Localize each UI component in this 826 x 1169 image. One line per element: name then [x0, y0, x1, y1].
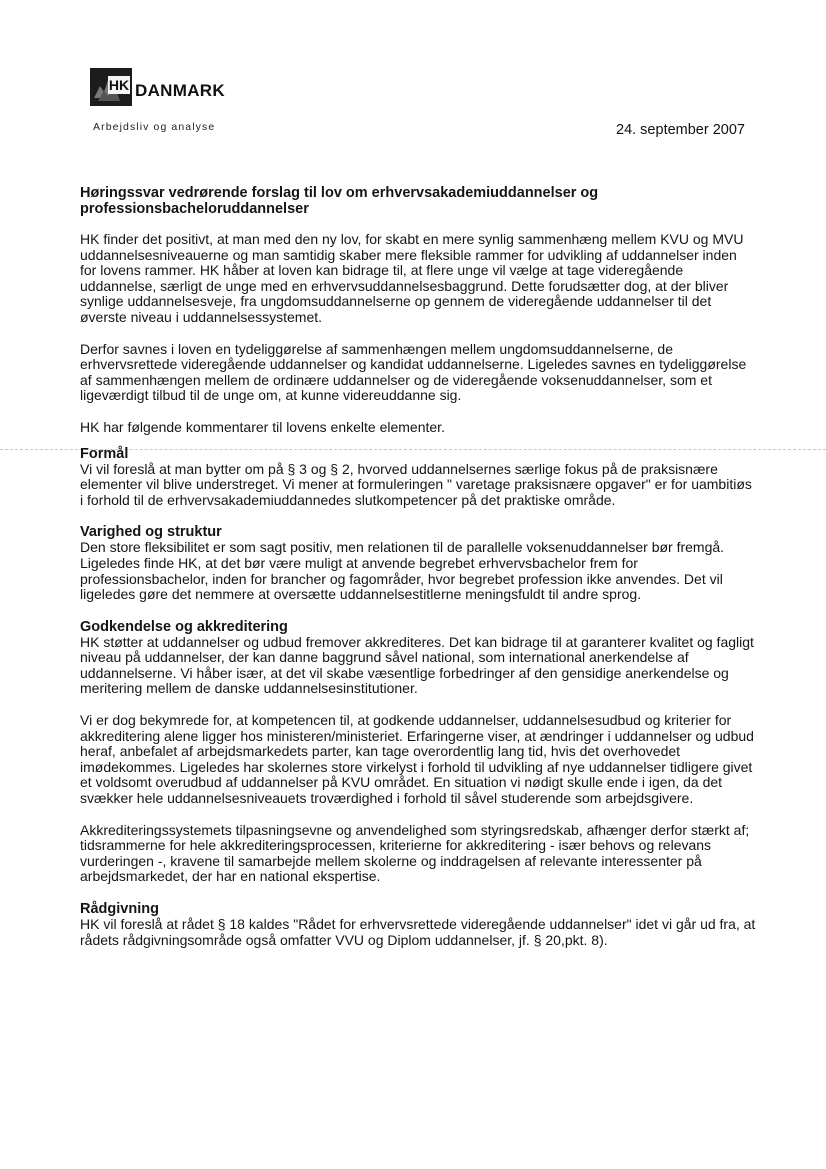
section-paragraph: Akkrediteringssystemets tilpasningsevne og anvendelighed som styringsredskab, afhænger derfor stærkt af; tidsrammerne for hele akkrediteringsprocessen, kriterierne for akkreditering - især behovs og relevans vurderingen -, kravene til samarbejde mellem skolerne og inddragelsen af relevante interessenter på arbejdsmarkedet, der har en national ekspertise.	[80, 821, 750, 885]
svg-text:HK: HK	[108, 77, 130, 93]
department-subtitle: Arbejdsliv og analyse	[93, 121, 216, 133]
section-paragraph: Vi er dog bekymrede for, at kompetencen til, at godkende uddannelser, uddannelsesudbud og kriterier for akkreditering alene ligger hos ministeren/ministeriet. Erfaringerne viser, at ændringer i uddannelser og udbud heraf, anbefalet af arbejdsmarkedets parter, kan tage overordentlig lang tid, hvis det overhovedet imødekommes. Ligeledes har skolernes store virkelyst i forhold til udvikling af nye uddannelser tidligere givet et voldsomt overudbud af uddannelser på KVU området. En situation vi nødigt skulle ende i igen, da det svækker hele uddannelsesniveauets troværdighed i forhold til såvel studerende som arbejdsgivere.	[80, 712, 754, 807]
hk-logo-mark-icon	[90, 68, 132, 106]
section-paragraph: Den store fleksibilitet er som sagt positiv, men relationen til de parallelle voksenuddannelser bør fremgå. Ligeledes finde HK, at det bør være muligt at anvende begrebet erhvervsbachelor frem for professionsbachelor, inden for brancher og fagområder, hvor begrebet profession ikke anvendes. Det vil ligeledes gøre det nemmere at oversætte uddannelsestitlerne meningsfuldt til andre sprog.	[80, 539, 725, 603]
section-heading: Formål	[80, 445, 129, 462]
section-varighed	[80, 524, 756, 602]
hk-danmark-logo	[90, 68, 225, 106]
section-godkendelse	[80, 619, 756, 885]
section-paragraph: HK vil foreslå at rådet § 18 kaldes "Rådet for erhvervsrettede videregående uddannelser" idet vi går ud fra, at rådets rådgivningsområde også omfatter VVU og Diplom uddannelser, jf. § 20,pkt. 8).	[80, 916, 756, 948]
intro-paragraph: Derfor savnes i loven en tydeliggørelse af sammenhængen mellem ungdomsuddannelserne, de erhvervsrettede videregående uddannelser og kandidat uddannelserne. Ligeledes savnes en tydeliggørelse af sammenhængen mellem de ordinære uddannelser og de videregående voksenuddannelser, som et ligeværdigt tilbud til de unge om, at kunne videreuddanne sig.	[80, 340, 747, 404]
section-heading: Godkendelse og akkreditering	[80, 618, 288, 635]
section-paragraph: Vi vil foreslå at man bytter om på § 3 og § 2, hvorved uddannelsernes særlige fokus på de praksisnære elementer vil blive understreget. Vi mener at formuleringen " varetage praksisnære opgaver" er for uambitiøs i forhold til de erhvervsakademiuddannedes slutkompetencer på det praktiske område.	[80, 460, 752, 508]
document-title: Høringssvar vedrørende forslag til lov om erhvervsakademiuddannelser og professionsbacheloruddannelser	[80, 185, 599, 217]
section-formaal	[80, 446, 756, 509]
intro-paragraph: HK har følgende kommentarer til lovens enkelte elementer.	[80, 418, 445, 435]
document-date: 24. september 2007	[616, 122, 745, 138]
section-heading: Rådgivning	[80, 901, 159, 917]
section-heading: Varighed og struktur	[80, 524, 222, 541]
logo-wordmark: DANMARK	[135, 81, 225, 100]
document-body	[80, 185, 756, 964]
intro-paragraph: HK finder det positivt, at man med den ny lov, for skabt en mere synlig sammenhæng mellem KVU og MVU uddannelsesniveauerne og man samtidig skaber mere fleksible rammer for udvikling af uddannelser inden for lovens rammer. HK håber at loven kan bidrage til, at flere unge vil vælge at tage videregående uddannelse, særligt de unge med en erhvervsuddannelsesbaggrund. Dette forudsætter dog, at der bliver synlige uddannelsesveje, fra ungdomsuddannelserne op gennem de videregående uddannelser til det øverste niveau i uddannelsessystemet.	[80, 231, 744, 325]
section-raadgivning	[80, 901, 756, 948]
section-paragraph: HK støtter at uddannelser og udbud fremover akkrediteres. Det kan bidrage til at garanterer kvalitet og fagligt niveau på uddannelser, der kan danne baggrund såvel national, som international anerkendelse af uddannelserne. Vi håber især, at det vil skabe væsentlige forbedringer af den gensidige anerkendelse og meritering mellem de danske uddannelsesinstitutioner.	[80, 633, 754, 697]
